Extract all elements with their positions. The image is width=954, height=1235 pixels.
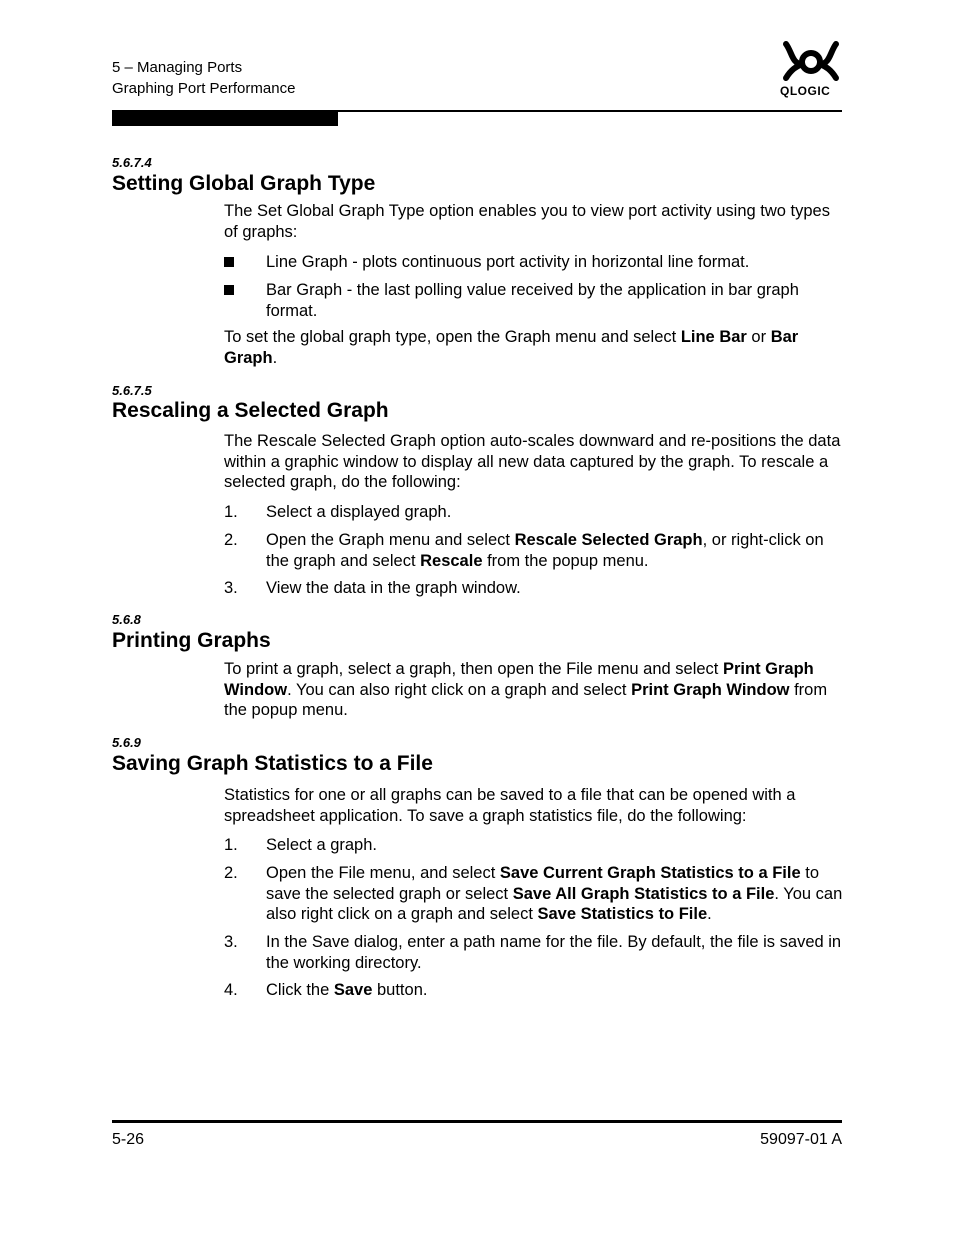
section-number: 5.6.9 <box>112 735 141 750</box>
section-number: 5.6.8 <box>112 612 141 627</box>
step-text <box>266 863 844 925</box>
step-number: 2. <box>224 531 238 549</box>
footer-rule <box>112 1120 842 1123</box>
logo-text: QLOGIC <box>780 84 831 98</box>
section-heading: Setting Global Graph Type <box>112 172 376 195</box>
paragraph <box>224 327 844 368</box>
section-heading: Rescaling a Selected Graph <box>112 399 389 422</box>
bullet-square-icon <box>224 252 234 273</box>
header-chapter: 5 – Managing Ports <box>112 59 243 76</box>
section-heading: Saving Graph Statistics to a File <box>112 752 433 775</box>
text: Open the File menu, and select <box>266 864 500 882</box>
text: . You can also right click on a graph and select <box>266 884 843 923</box>
step-text: Select a displayed graph. <box>266 503 452 521</box>
step-number: 3. <box>224 579 238 597</box>
menu-item-label: Rescale <box>420 551 483 570</box>
text: Open the Graph menu and select <box>266 531 515 549</box>
menu-item-label: Print Graph Window <box>224 660 814 699</box>
text: button. <box>372 981 428 999</box>
text: . <box>707 905 712 923</box>
header-rule-bar <box>112 110 338 126</box>
step-text <box>266 530 844 571</box>
text: . You can also right click on a graph and select <box>287 680 632 699</box>
paragraph: The Set Global Graph Type option enables you to view port activity using two types of graphs: <box>224 202 830 241</box>
header-section: Graphing Port Performance <box>112 80 296 97</box>
step-number: 3. <box>224 933 238 951</box>
document-id: 59097-01 A <box>760 1131 842 1148</box>
menu-item-label: Print Graph Window <box>631 680 790 699</box>
text: to save the selected graph or select <box>266 864 820 903</box>
bullet-text: Line Graph - plots continuous port activity in horizontal line format. <box>266 253 750 271</box>
menu-item-label: Save All Graph Statistics to a File <box>512 884 775 903</box>
section-number: 5.6.7.5 <box>112 383 152 398</box>
page-number: 5-26 <box>112 1131 145 1148</box>
paragraph: Statistics for one or all graphs can be saved to a file that can be opened with a spreadsheet application. To save a graph statistics file, do the following: <box>224 786 796 825</box>
menu-item-label: Bar Graph <box>224 328 799 367</box>
menu-item-label: Rescale Selected Graph <box>514 531 703 549</box>
step-number: 1. <box>224 503 238 521</box>
section-heading: Printing Graphs <box>112 629 271 652</box>
running-header <box>112 57 295 99</box>
paragraph: The Rescale Selected Graph option auto-scales downward and re-positions the data within a graphic window to display all new data captured by the graph. To rescale a selected graph, do the following: <box>224 432 841 491</box>
bullet-text: Bar Graph - the last polling value received by the application in bar graph format. <box>266 281 799 320</box>
text: or <box>746 328 771 346</box>
text: To print a graph, select a graph, then open the File menu and select <box>224 660 723 678</box>
button-label: Save <box>333 981 373 999</box>
step-text <box>266 980 844 1001</box>
text: Click the <box>266 981 334 999</box>
step-text: In the Save dialog, enter a path name for the file. By default, the file is saved in the working directory. <box>266 933 842 972</box>
bullet-square-icon <box>224 280 234 301</box>
menu-item-label: Save Statistics to File <box>537 905 708 923</box>
text: from the popup menu. <box>224 680 828 719</box>
menu-item-label: Save Current Graph Statistics to a File <box>499 864 801 882</box>
step-number: 4. <box>224 981 238 999</box>
step-text: View the data in the graph window. <box>266 579 521 597</box>
text: . <box>272 348 278 367</box>
paragraph <box>224 659 844 721</box>
step-text: Select a graph. <box>266 836 377 854</box>
text: from the popup menu. <box>482 551 649 570</box>
text: , or right-click on the graph and select <box>266 531 824 570</box>
step-number: 1. <box>224 836 238 854</box>
step-number: 2. <box>224 864 238 882</box>
section-number: 5.6.7.4 <box>112 155 152 170</box>
menu-item-label: Line Bar <box>680 328 747 346</box>
text: To set the global graph type, open the Graph menu and select <box>224 328 681 346</box>
